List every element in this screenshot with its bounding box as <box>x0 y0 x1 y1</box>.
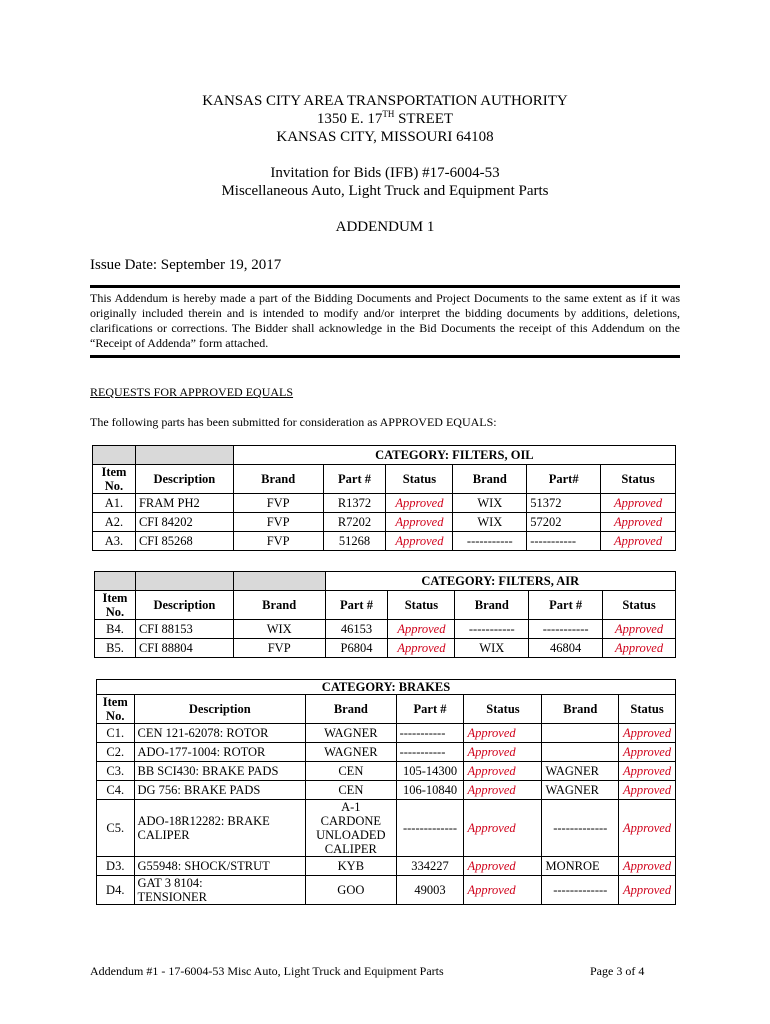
status-approved: Approved <box>619 876 676 905</box>
street-number: 1350 E. 17 <box>316 111 383 127</box>
status-approved: Approved <box>386 532 453 551</box>
status-approved: Approved <box>464 743 542 762</box>
table-row: C2. ADO-177-1004: ROTOR WAGNER ----------- Approved Approved <box>97 743 676 762</box>
status-approved: Approved <box>619 857 676 876</box>
status-approved: Approved <box>386 513 453 532</box>
category-title: CATEGORY: FILTERS, OIL <box>233 446 675 465</box>
status-approved: Approved <box>464 781 542 800</box>
org-street <box>0 110 770 128</box>
footer-page-number: Page 3 of 4 <box>590 964 645 978</box>
status-approved: Approved <box>601 532 676 551</box>
status-approved: Approved <box>619 762 676 781</box>
org-city: KANSAS CITY, MISSOURI 64108 <box>276 129 494 145</box>
status-approved: Approved <box>619 724 676 743</box>
table-row: C5. ADO-18R12282: BRAKE CALIPER A-1 CARDONE UNLOADED CALIPER ------------- Approved ------------- Approved <box>97 800 676 857</box>
footer-document-title: Addendum #1 - 17-6004-53 Misc Auto, Light Truck and Equipment Parts <box>90 964 444 978</box>
top-divider <box>90 285 680 288</box>
status-approved: Approved <box>388 639 455 658</box>
table-row: C4. DG 756: BRAKE PADS CEN 106-10840 Approved WAGNER Approved <box>97 781 676 800</box>
table-filters-air <box>94 571 676 658</box>
table-header-row: Item No. Description Brand Part # Status Brand Part# Status <box>93 465 676 494</box>
status-approved: Approved <box>619 800 676 857</box>
org-name: KANSAS CITY AREA TRANSPORTATION AUTHORITY <box>202 93 568 109</box>
street-suffix: STREET <box>394 111 454 127</box>
status-approved: Approved <box>464 876 542 905</box>
section-intro: The following parts has been submitted for consideration as APPROVED EQUALS: <box>90 415 497 429</box>
table-row: C3. BB SCI430: BRAKE PADS CEN 105-14300 Approved WAGNER Approved <box>97 762 676 781</box>
status-approved: Approved <box>619 743 676 762</box>
status-approved: Approved <box>619 781 676 800</box>
status-approved: Approved <box>464 762 542 781</box>
bottom-divider <box>90 355 680 358</box>
ifb-number: Invitation for Bids (IFB) #17-6004-53 <box>270 165 500 181</box>
status-approved: Approved <box>601 513 676 532</box>
table-brakes <box>96 679 676 905</box>
status-approved: Approved <box>464 857 542 876</box>
status-approved: Approved <box>603 620 676 639</box>
table-filters-oil <box>92 445 676 551</box>
status-approved: Approved <box>601 494 676 513</box>
status-approved: Approved <box>464 724 542 743</box>
category-title: CATEGORY: BRAKES <box>97 680 676 695</box>
ifb-subject: Miscellaneous Auto, Light Truck and Equipment Parts <box>221 183 549 199</box>
table-header-row: Item No. Description Brand Part # Status Brand Status <box>97 695 676 724</box>
table-row: D4. GAT 3 8104: TENSIONER GOO 49003 Approved ------------- Approved <box>97 876 676 905</box>
table-row: A3. CFI 85268 FVP 51268 Approved ----------- ----------- Approved <box>93 532 676 551</box>
table-row: A2. CFI 84202 FVP R7202 Approved WIX 57202 Approved <box>93 513 676 532</box>
table-row: B5. CFI 88804 FVP P6804 Approved WIX 46804 Approved <box>95 639 676 658</box>
table-row: D3. G55948: SHOCK/STRUT KYB 334227 Approved MONROE Approved <box>97 857 676 876</box>
table-row: A1. FRAM PH2 FVP R1372 Approved WIX 51372 Approved <box>93 494 676 513</box>
category-title: CATEGORY: FILTERS, AIR <box>325 572 675 591</box>
issue-date: Issue Date: September 19, 2017 <box>90 257 282 273</box>
status-approved: Approved <box>464 800 542 857</box>
addendum-title: ADDENDUM 1 <box>335 219 435 235</box>
table-row: C1. CEN 121-62078: ROTOR WAGNER ----------- Approved Approved <box>97 724 676 743</box>
status-approved: Approved <box>603 639 676 658</box>
table-row: B4. CFI 88153 WIX 46153 Approved ----------- ----------- Approved <box>95 620 676 639</box>
intro-paragraph: This Addendum is hereby made a part of the Bidding Documents and Project Documents to the same extent as if it was originally included therein and is intended to modify and/or interpret the bidding documents by additions, deletions, clarifications or corrections. The Bidder shall acknowledge in the Bid Documents the receipt of this Addendum on the “Receipt of Addenda” form attached. <box>90 291 680 350</box>
street-superscript: TH <box>382 109 395 119</box>
table-header-row: Item No. Description Brand Part # Status Brand Part # Status <box>95 591 676 620</box>
status-approved: Approved <box>386 494 453 513</box>
section-title: REQUESTS FOR APPROVED EQUALS <box>90 385 294 399</box>
status-approved: Approved <box>388 620 455 639</box>
